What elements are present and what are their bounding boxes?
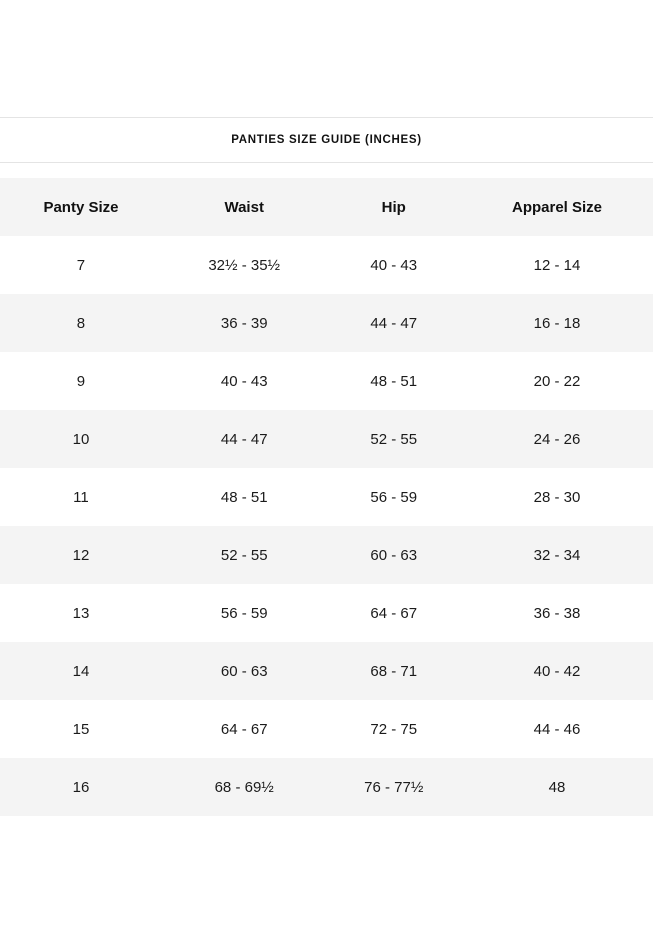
- cell-waist: 56 - 59: [220, 604, 268, 622]
- cell-panty-size: 8: [0, 294, 162, 352]
- cell-waist: 60 - 63: [162, 642, 327, 700]
- cell-waist: 32½ - 35½: [208, 256, 281, 274]
- size-guide-table: [0, 178, 653, 816]
- cell-waist: 44 - 47: [162, 410, 327, 468]
- table-row: [0, 236, 653, 294]
- cell-hip: 52 - 55: [326, 410, 461, 468]
- table-row: [0, 352, 653, 410]
- cell-panty-size: 12: [0, 526, 162, 584]
- cell-hip: 56 - 59: [370, 488, 418, 506]
- size-guide-title-bar: [0, 117, 653, 163]
- cell-apparel-size: 12 - 14: [533, 256, 581, 274]
- cell-apparel-size: 24 - 26: [461, 410, 653, 468]
- cell-hip: 68 - 71: [326, 642, 461, 700]
- cell-waist: 48 - 51: [220, 488, 268, 506]
- cell-hip: 60 - 63: [326, 526, 461, 584]
- cell-apparel-size: 28 - 30: [533, 488, 581, 506]
- cell-apparel-size: 48: [461, 758, 653, 816]
- page-title: PANTIES SIZE GUIDE (INCHES): [231, 134, 422, 146]
- cell-apparel-size: 32 - 34: [461, 526, 653, 584]
- table-row: [0, 758, 653, 816]
- cell-hip: 40 - 43: [370, 256, 418, 274]
- header-cell-panty-size: Panty Size: [0, 178, 162, 236]
- cell-panty-size: 11: [73, 488, 89, 506]
- cell-waist: 64 - 67: [220, 720, 268, 738]
- table-row: [0, 526, 653, 584]
- cell-apparel-size: 44 - 46: [533, 720, 581, 738]
- cell-apparel-size: 40 - 42: [461, 642, 653, 700]
- cell-panty-size: 14: [0, 642, 162, 700]
- cell-waist: 40 - 43: [220, 372, 268, 390]
- cell-hip: 48 - 51: [370, 372, 418, 390]
- cell-panty-size: 7: [76, 256, 86, 274]
- cell-waist: 68 - 69½: [162, 758, 327, 816]
- cell-waist: 52 - 55: [162, 526, 327, 584]
- table-row: [0, 410, 653, 468]
- header-cell-hip: Hip: [326, 178, 461, 236]
- table-row: [0, 468, 653, 526]
- header-cell-waist: Waist: [162, 178, 327, 236]
- table-row: [0, 642, 653, 700]
- cell-panty-size: 16: [0, 758, 162, 816]
- cell-waist: 36 - 39: [162, 294, 327, 352]
- table-row: [0, 294, 653, 352]
- cell-hip: 64 - 67: [370, 604, 418, 622]
- cell-apparel-size: 16 - 18: [461, 294, 653, 352]
- cell-panty-size: 9: [76, 372, 86, 390]
- cell-panty-size: 15: [72, 720, 90, 738]
- cell-apparel-size: 36 - 38: [533, 604, 581, 622]
- table-row: [0, 700, 653, 758]
- cell-hip: 44 - 47: [326, 294, 461, 352]
- cell-hip: 76 - 77½: [326, 758, 461, 816]
- header-cell-apparel-size: Apparel Size: [461, 178, 653, 236]
- table-row: [0, 584, 653, 642]
- cell-apparel-size: 20 - 22: [533, 372, 581, 390]
- cell-hip: 72 - 75: [370, 720, 418, 738]
- cell-panty-size: 13: [72, 604, 90, 622]
- cell-panty-size: 10: [0, 410, 162, 468]
- table-header-row: [0, 178, 653, 236]
